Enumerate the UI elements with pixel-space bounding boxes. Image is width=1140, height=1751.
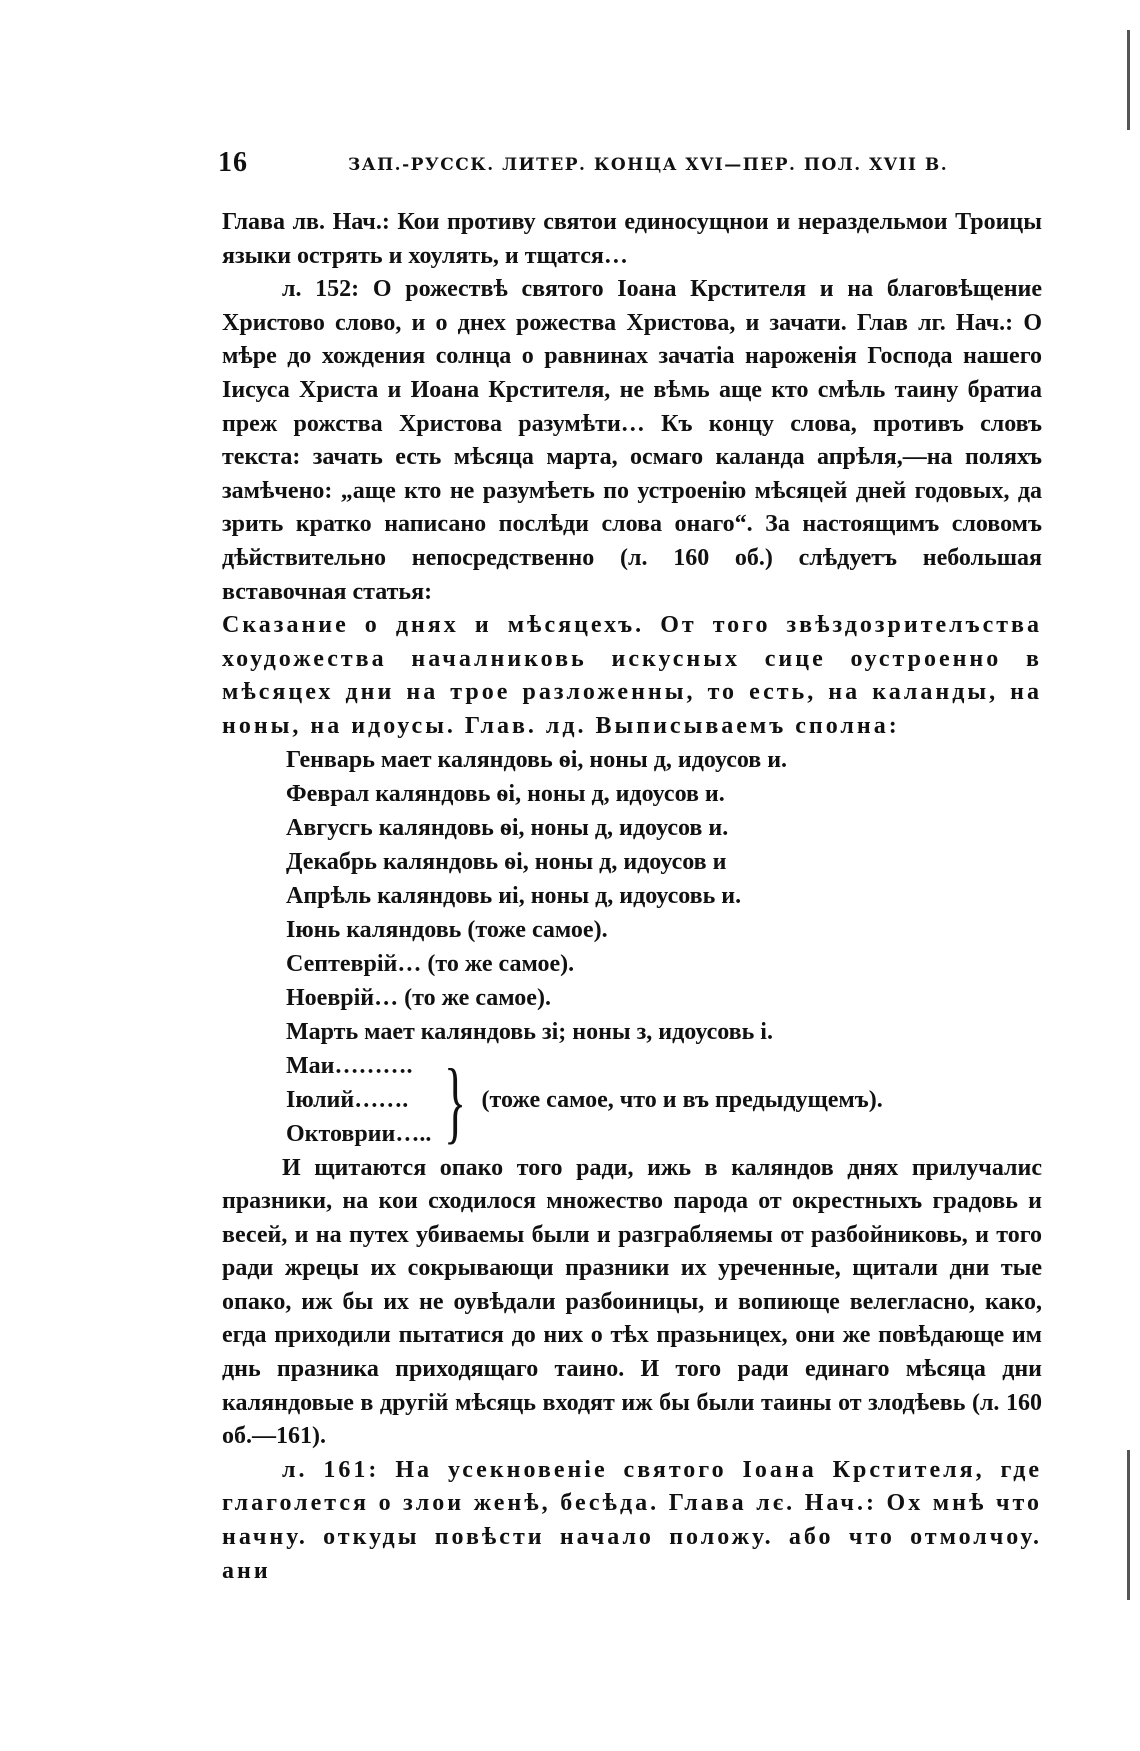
calendar-row: Авгусгь каляндовь ѳі, ноны д, идоусов и.	[286, 814, 729, 841]
brace-note: (тоже самое, что и въ предыдущемъ).	[481, 1086, 883, 1113]
calendar-row: Іюнь каляндовь (тоже самое).	[286, 916, 608, 943]
calendar-row: Марть мает каляндовь зі; ноны з, идоусовь і.	[286, 1018, 773, 1045]
paragraph-2: л. 152: О рожествѣ святого Іоана Крстителя и на благовѣщение Христово слово, и о днех рожества Христова, и зачати. Глав лг. Нач.: О мѣре до хождения солнца о равнинах зачатіа нароженія Господа нашего Іисуса Христа и Иоана Крстителя, не вѣмь аще кто смѣль таину братиа преж рожства Христова разумѣти… Къ концу слова, противъ словъ текста: зачать есть мѣсяца марта, осмаго каланда апрѣля,—на поляхъ замѣчено: „аще кто не разумѣеть по устроенію мѣсяцей дней годовых, да зрить кратко написано послѣди слова онаго“. За настоящимъ словомъ дѣйствительно непосредственно (л. 160 об.) слѣдуетъ небольшая вставочная статья:	[222, 276, 1042, 605]
paragraph-2b: Сказание о днях и мѣсяцехъ. От того звѣздозрителъства хоудожества началниковь искусных сице оустроенно в мѣсяцех дни на трое разложенны, то есть, на каланды, на ноны, на идоусы. Глав. лд. Выписываемъ сполна:	[222, 612, 1042, 739]
brace-month: Октоврии…..	[286, 1120, 432, 1147]
calendar-row: Апрѣль каляндовь иі, ноны д, идоусовь и.	[286, 882, 742, 909]
calendar-row: Ноеврій… (то же самое).	[286, 984, 551, 1011]
paragraph-1: Глава лв. Нач.: Кои противу святои единосущнои и нераздельмои Троицы языки острять и хоулять, и тщатся…	[222, 209, 1042, 269]
scan-edge-mark	[1127, 1450, 1130, 1600]
scan-edge-mark	[1127, 30, 1130, 130]
page-number: 16	[218, 147, 248, 178]
curly-brace: }	[444, 1049, 467, 1152]
paragraph-3: И щитаются опако того ради, ижь в каляндов днях прилучалис празники, на кои сходилося множество парода от окрестныхъ градовь и весей, и на путех убиваемы были и разграбляемы от разбойниковь, и того ради жрецы их сокрывающи празники их уреченные, щитали дни тые опако, иж бы их не оувѣдали разбоиницы, и вопиюще велегласно, како, егда приходили пытатися до них о тѣх празьницех, они же повѣдающе им днь празника приходящаго таино. И того ради единаго мѣсяца дни каляндовые в другій мѣсяць входят иж бы были таины от злодѣевь (л. 160 об.—161).	[222, 1154, 1042, 1450]
brace-month: Іюлий…….	[286, 1086, 409, 1113]
paragraph-4: л. 161: На усекновеніе святого Іоана Крстителя, где глаголется о злои женѣ, бесѣда. Глава лє. Нач.: Ох мнѣ что начну. откуды повѣсти начало положу. або что отмолчоу. ани	[222, 1456, 1042, 1584]
calendar-table	[286, 744, 1042, 1050]
body-text	[222, 206, 1042, 1588]
brace-month: Маи……….	[286, 1052, 413, 1079]
brace-month-list	[286, 1050, 431, 1152]
calendar-row: Феврал каляндовь ѳі, ноны д, идоусов и.	[286, 780, 725, 807]
running-title: ЗАП.-РУССК. ЛИТЕР. КОНЦА XVI—ПЕР. ПОЛ. XVII В.	[348, 155, 949, 175]
calendar-row: Декабрь каляндовь ѳі, ноны д, идоусов и	[286, 848, 727, 875]
calendar-row: Генварь мает каляндовь ѳі, ноны д, идоусов и.	[286, 746, 788, 773]
calendar-row: Септеврій… (то же самое).	[286, 950, 575, 977]
brace-group	[286, 1050, 1042, 1152]
